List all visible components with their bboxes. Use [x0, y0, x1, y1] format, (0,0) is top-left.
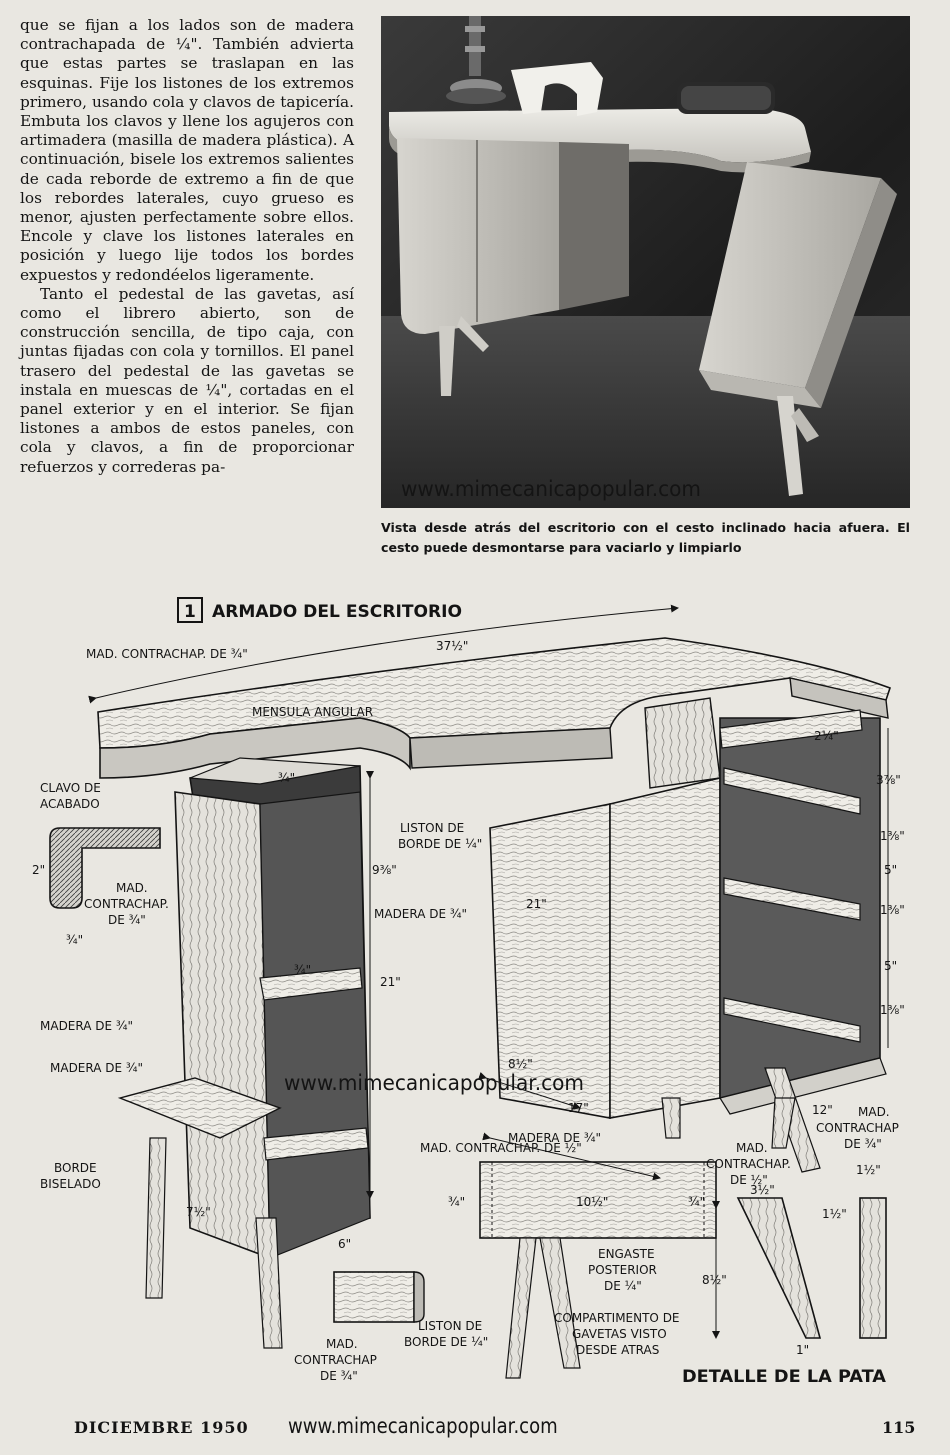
label-clavo-1: CLAVO DE — [40, 781, 101, 795]
dim-1012: 10½" — [576, 1195, 609, 1209]
label-bl-lis-2: BORDE DE ¼" — [404, 1335, 489, 1349]
label-borde-2: BISELADO — [40, 1177, 101, 1191]
dim-34a: ¾" — [278, 771, 296, 785]
page-footer — [0, 1412, 950, 1442]
dim-112a: 1½" — [822, 1207, 847, 1221]
label-mad-c3: DE ¾" — [108, 913, 146, 927]
label-borde-1: BORDE — [54, 1161, 97, 1175]
dim-5a: 5" — [884, 863, 898, 877]
dim-112b: 1½" — [856, 1163, 881, 1177]
label-madc-r1: MAD. — [858, 1105, 890, 1119]
label-comp-3: DESDE ATRAS — [576, 1343, 660, 1357]
label-clavo-2: ACABADO — [40, 797, 100, 811]
label-comp-2: GAVETAS VISTO — [572, 1327, 667, 1341]
label-mensula: MENSULA ANGULAR — [252, 705, 374, 719]
dim-21b: 21" — [526, 897, 547, 911]
label-bl-mad-2: CONTRACHAP — [294, 1353, 377, 1367]
figure-number: 1 — [184, 602, 196, 622]
footer-url: www.mimecanicapopular.com — [288, 1414, 558, 1438]
dim-214: 2¼" — [814, 729, 839, 743]
label-bl-mad-3: DE ¾" — [320, 1369, 358, 1383]
label-back-panel: MAD. CONTRACHAP. DE ½" — [420, 1141, 582, 1155]
dim-12: 12" — [812, 1103, 833, 1117]
dim-34l: ¾" — [448, 1195, 466, 1209]
dim-138b: 1⅜" — [880, 903, 905, 917]
dim-34c: ¾" — [294, 963, 312, 977]
label-engaste-1: ENGASTE — [598, 1247, 655, 1261]
dim-width: 37½" — [436, 639, 469, 653]
dim-812b: 8½" — [702, 1273, 727, 1287]
label-mad34-c: MADERA DE ¾" — [50, 1061, 144, 1075]
label-liston-1: LISTON DE — [400, 821, 465, 835]
dim-34r: ¾" — [688, 1195, 706, 1209]
label-madc-r3: DE ¾" — [844, 1137, 882, 1151]
dim-17: 17" — [568, 1101, 589, 1115]
label-mad-c1: MAD. — [116, 881, 148, 895]
photo-caption: Vista desde atrás del escritorio con el cesto inclinado hacia afuera. El cesto puede desmontarse para vaciarlo y limpiarlo — [381, 520, 910, 555]
label-liston-2: BORDE DE ¼" — [398, 837, 483, 851]
label-mad-c2: CONTRACHAP. — [84, 897, 169, 911]
label-bl-mad-1: MAD. — [326, 1337, 358, 1351]
label-mad34-b: MADERA DE ¾" — [40, 1019, 134, 1033]
label-top-ply: MAD. CONTRACHAP. DE ¾" — [86, 647, 248, 661]
dim-1: 1" — [796, 1343, 810, 1357]
label-madc-h3: DE ½" — [730, 1173, 768, 1187]
assembly-figure — [20, 578, 913, 1398]
label-engaste-3: DE ¼" — [604, 1279, 642, 1293]
dim-2: 2" — [32, 863, 46, 877]
label-madc-h1: MAD. — [736, 1141, 768, 1155]
label-mad34-a: MADERA DE ¾" — [374, 907, 468, 921]
article-text — [20, 16, 354, 477]
dim-712: 7½" — [186, 1205, 211, 1219]
dim-34b: ¾" — [66, 933, 84, 947]
dim-21a: 21" — [380, 975, 401, 989]
assembly-drawing — [20, 578, 913, 1398]
label-bl-lis-1: LISTON DE — [418, 1319, 483, 1333]
figure-title: ARMADO DEL ESCRITORIO — [212, 602, 462, 622]
dim-138a: 1⅜" — [880, 829, 905, 843]
dim-812a: 8½" — [508, 1057, 533, 1071]
dim-312: 3½" — [750, 1183, 775, 1197]
desk-photo — [381, 16, 910, 508]
page-number: 115 — [882, 1418, 916, 1437]
dim-5b: 5" — [884, 959, 898, 973]
label-pata: DETALLE DE LA PATA — [682, 1367, 887, 1387]
label-madc-r2: CONTRACHAP — [816, 1121, 899, 1135]
photo-watermark: www.mimecanicapopular.com — [401, 477, 701, 501]
dim-6: 6" — [338, 1237, 352, 1251]
footer-month: DICIEMBRE 1950 — [74, 1418, 249, 1437]
dim-378: 3⅞" — [876, 773, 901, 787]
article-paragraph-1: que se fijan a los lados son de madera contrachapada de ¼". También advierta que estas partes se traslapan en las esquinas. Fije los listones de los extremos primero, usando cola y clavos de tapicería. Embuta los clavos y llene los agujeros con artimadera (masilla de madera plástica). A continuación, bisele los extremos salientes de cada reborde de extremo a fin de que los rebordes laterales, cuyo grueso es menor, ajusten perfectamente sobre ellos. Encole y clave los listones laterales en posición y luego lije todos los bordes expuestos y redondéelos ligeramente. — [20, 16, 354, 284]
label-engaste-2: POSTERIOR — [588, 1263, 657, 1277]
label-madc-h2: CONTRACHAP. — [706, 1157, 791, 1171]
desk-photo-image — [381, 16, 910, 508]
article-paragraph-2: Tanto el pedestal de las gavetas, así como el librero abierto, son de construcción sencilla, de tipo caja, con juntas fijadas con cola y tornillos. El panel trasero del pedestal de las gavetas se instala en muescas de ¼", cortadas en el panel exterior y en el interior. Se fijan listones a ambos de estos paneles, con cola y clavos, a fin de proporcionar refuerzos y correderas pa- — [20, 284, 354, 476]
label-mad34-d: MADERA DE ¾" — [508, 1131, 602, 1145]
dim-138c: 1⅜" — [880, 1003, 905, 1017]
label-comp-1: COMPARTIMENTO DE — [554, 1311, 680, 1325]
figure-watermark: www.mimecanicapopular.com — [284, 1071, 584, 1095]
dim-938: 9⅜" — [372, 863, 397, 877]
